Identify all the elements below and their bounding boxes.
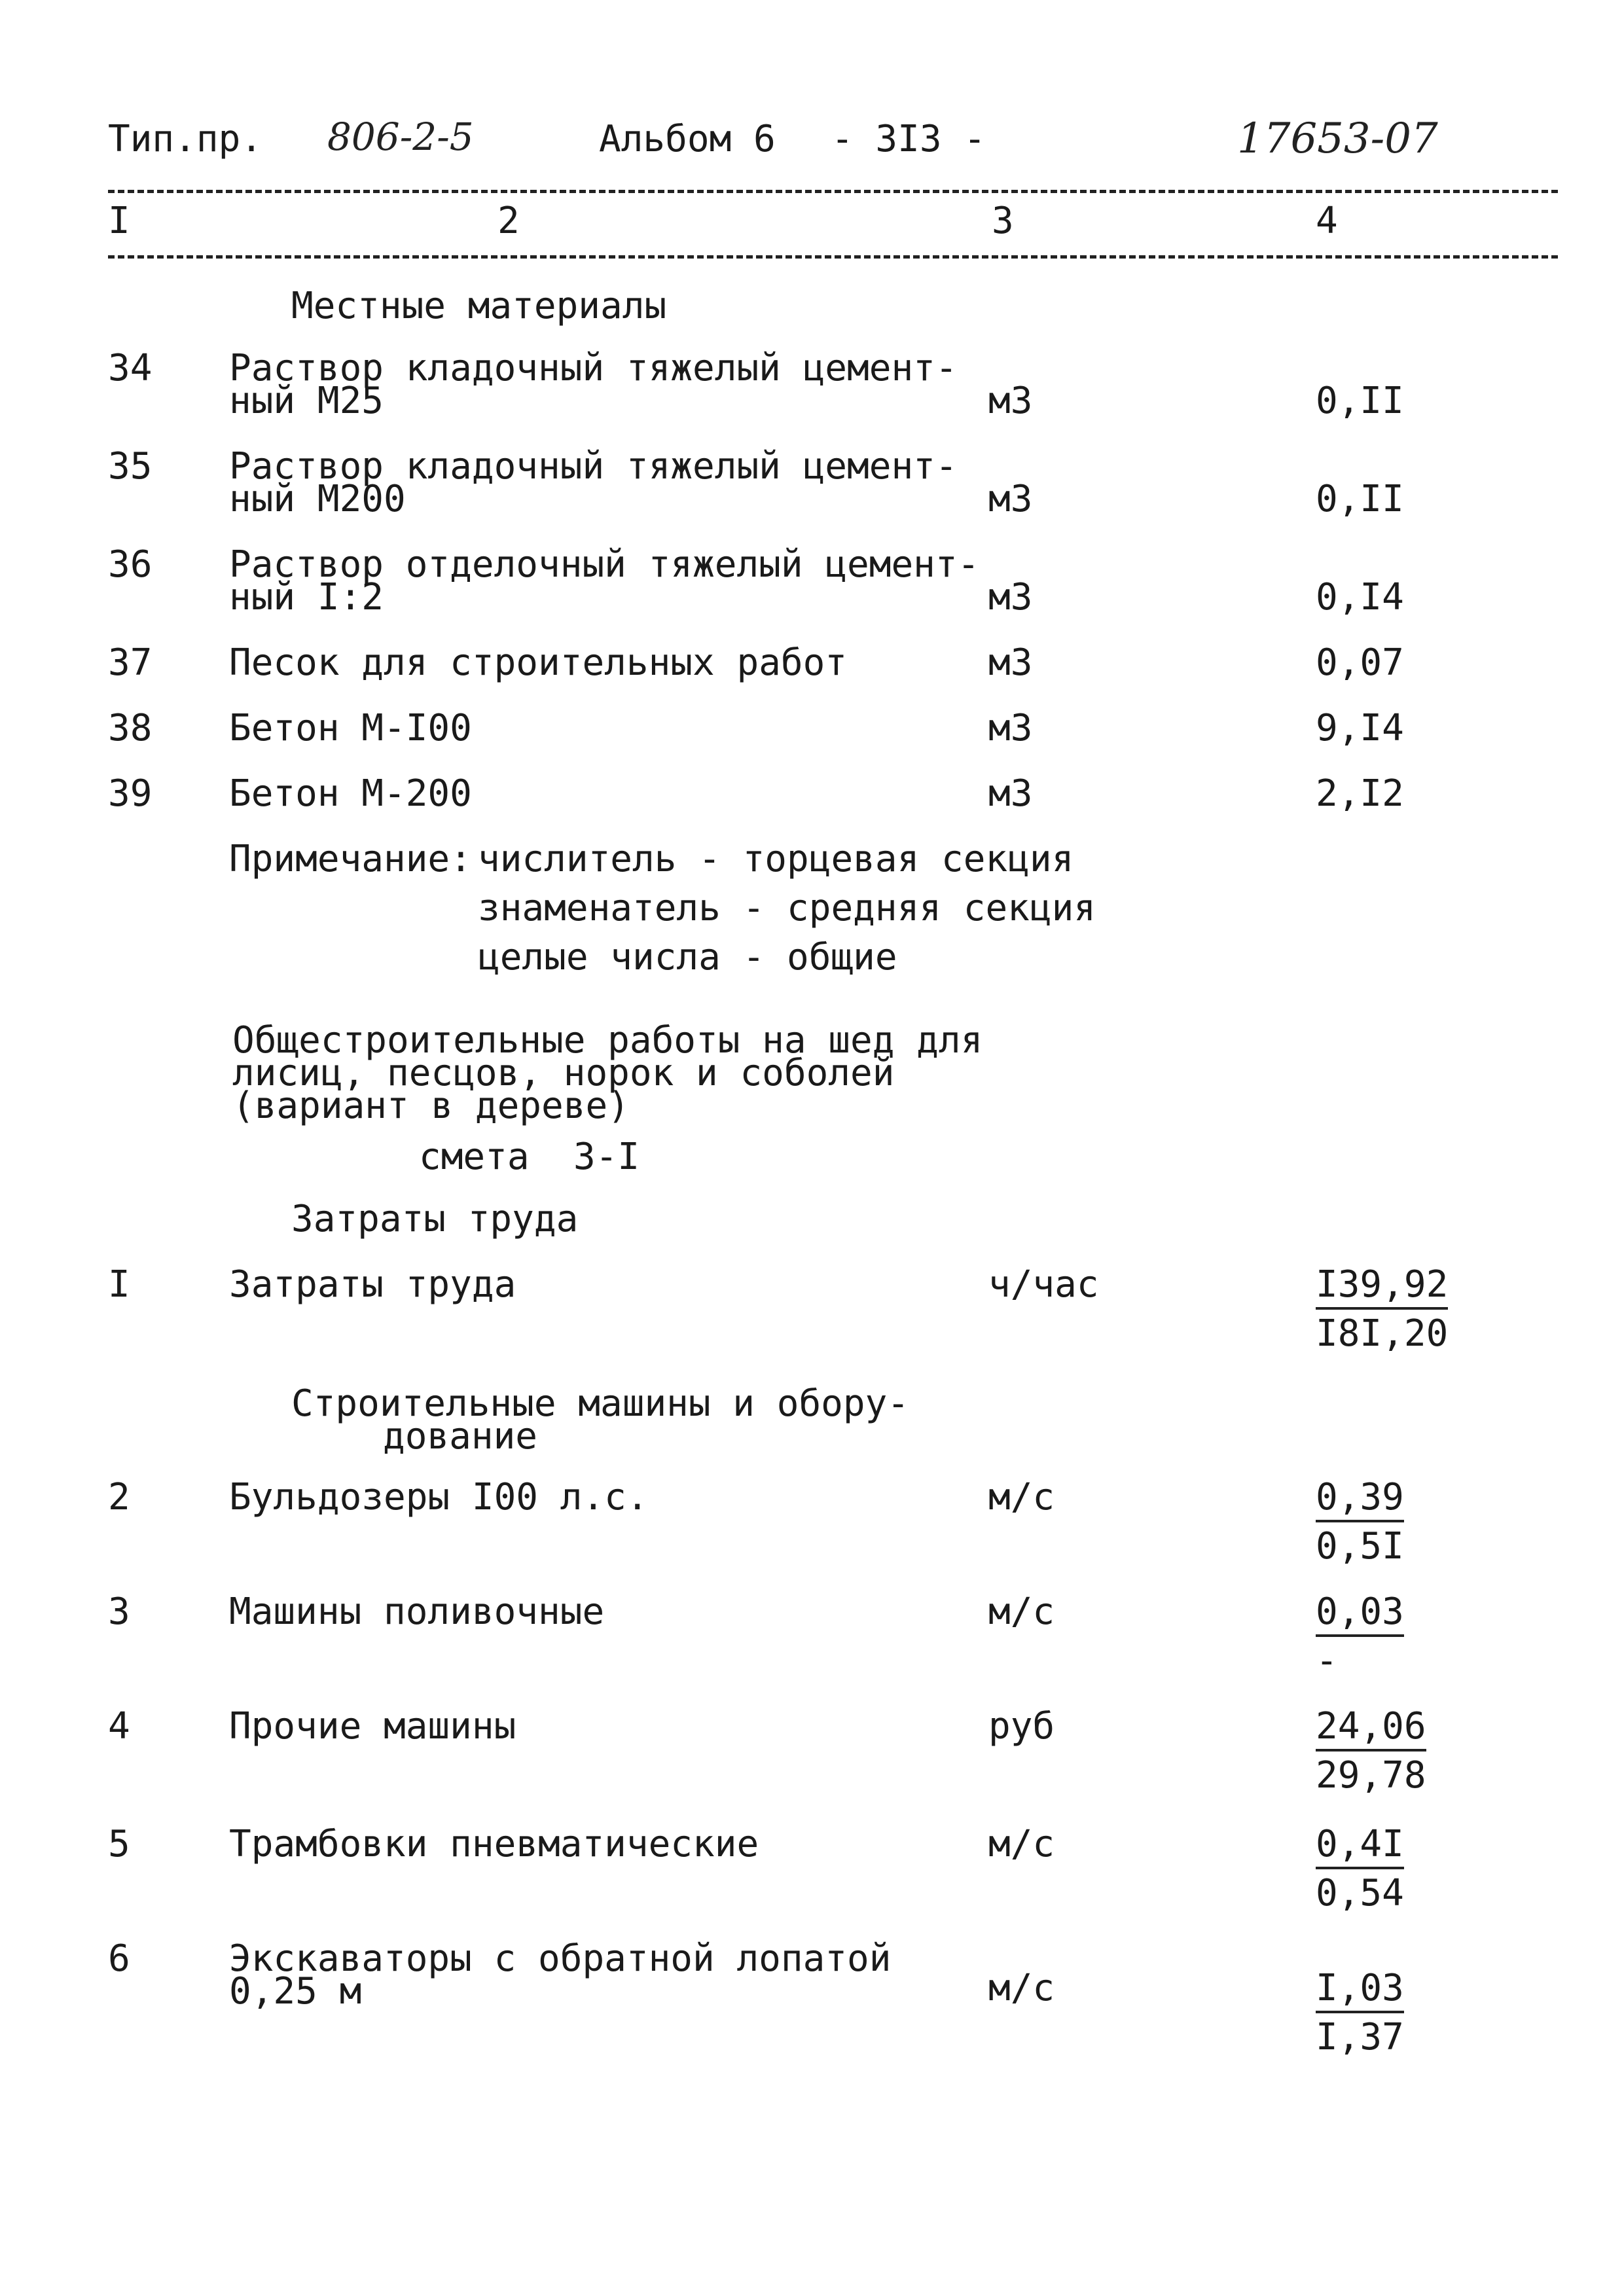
album-label: Альбом 6 [599, 118, 776, 160]
row-name-line: Раствор кладочный тяжелый цемент- [229, 445, 958, 488]
row-name [229, 445, 958, 520]
row-name: Затраты труда [229, 1263, 516, 1306]
column-header-2: 2 [497, 200, 520, 242]
row-name-line: Раствор отделочный тяжелый цемент- [229, 543, 980, 586]
section-title: Местные материалы [291, 285, 667, 327]
column-header-3: 3 [992, 200, 1014, 242]
row-value-numerator [1316, 1263, 1449, 1306]
row-name-line: 0,25 м [229, 1970, 362, 2013]
note-label: Примечание: [229, 838, 472, 880]
row-name: Бетон М-200 [229, 772, 472, 815]
row-number: 34 [108, 347, 153, 389]
row-value: 0,07 [1316, 641, 1404, 684]
row-number: 5 [108, 1823, 130, 1865]
header-divider-top [108, 190, 1558, 193]
row-number: 38 [108, 707, 153, 749]
estimate-title-line: (вариант в дереве) [232, 1085, 630, 1127]
row-name: Прочие машины [229, 1705, 516, 1748]
row-number: 2 [108, 1476, 130, 1518]
row-unit: м3 [988, 707, 1033, 749]
row-name: Трамбовки пневматические [229, 1823, 759, 1865]
estimate-title [232, 1019, 983, 1127]
doc-type: Тип.пр. [108, 118, 263, 160]
row-value-denominator: I8I,20 [1316, 1312, 1449, 1355]
inventory-number: 17653-07 [1237, 115, 1438, 163]
section-title-line: дование [383, 1415, 538, 1458]
page-number: - 3I3 - [831, 118, 986, 160]
row-value-denominator: - [1316, 1640, 1338, 1682]
row-value: 0,I4 [1316, 576, 1404, 619]
row-name [229, 347, 958, 422]
row-unit: м3 [988, 380, 1033, 422]
row-name-line: Экскаваторы с обратной лопатой [229, 1937, 892, 1980]
row-value-numerator [1316, 1590, 1404, 1633]
row-unit: м/с [988, 1590, 1055, 1633]
row-name: Песок для строительных работ [229, 641, 848, 684]
row-name-line: ный I:2 [229, 576, 384, 619]
row-name-line: ный М200 [229, 478, 406, 520]
estimate-title-line: Общестроительные работы на шед для [232, 1019, 983, 1062]
row-value-denominator: 29,78 [1316, 1754, 1426, 1797]
row-value-denominator: 0,54 [1316, 1872, 1404, 1914]
row-value: 0,II [1316, 478, 1404, 520]
row-value-denominator: 0,5I [1316, 1525, 1404, 1568]
row-value-numerator [1316, 1476, 1404, 1518]
numerator: 0,03 [1316, 1590, 1404, 1637]
row-value-numerator [1316, 1823, 1404, 1865]
row-unit: ч/час [988, 1263, 1099, 1306]
row-name: Бульдозеры I00 л.с. [229, 1476, 649, 1518]
row-number: 39 [108, 772, 153, 815]
row-value: 0,II [1316, 380, 1404, 422]
row-unit: руб [988, 1705, 1055, 1748]
row-unit: м3 [988, 641, 1033, 684]
numerator: I39,92 [1316, 1263, 1448, 1310]
estimate-title-line: лисиц, песцов, норок и соболей [232, 1052, 895, 1094]
row-unit: м3 [988, 576, 1033, 619]
row-number: 6 [108, 1937, 130, 1980]
row-name [229, 1937, 892, 2013]
note-line: целые числа - общие [478, 936, 897, 979]
row-value: 9,I4 [1316, 707, 1404, 749]
row-number: 3 [108, 1590, 130, 1633]
row-unit: м/с [988, 1476, 1055, 1518]
row-unit: м3 [988, 772, 1033, 815]
row-name: Бетон М-I00 [229, 707, 472, 749]
note-line: знаменатель - средняя секция [478, 887, 1096, 929]
note-line: числитель - торцевая секция [478, 838, 1074, 880]
row-number: 36 [108, 543, 153, 586]
header-divider-bottom [108, 255, 1558, 259]
row-value: 2,I2 [1316, 772, 1404, 815]
project-code: 806-2-5 [327, 115, 474, 159]
row-unit: м3 [988, 478, 1033, 520]
row-number: 37 [108, 641, 153, 684]
row-unit: м/с [988, 1967, 1055, 2009]
numerator: 0,4I [1316, 1823, 1404, 1869]
section-title: Затраты труда [291, 1198, 579, 1240]
row-name-line: ный М25 [229, 380, 384, 422]
row-name [229, 543, 980, 619]
section-title-line: Строительные машины и обору- [291, 1382, 910, 1425]
column-header-4: 4 [1316, 200, 1338, 242]
row-name: Машины поливочные [229, 1590, 605, 1633]
column-header-1: I [108, 200, 130, 242]
numerator: I,03 [1316, 1967, 1404, 2013]
row-number: 4 [108, 1705, 130, 1748]
row-number: 35 [108, 445, 153, 488]
row-number: I [108, 1263, 130, 1306]
row-unit: м/с [988, 1823, 1055, 1865]
row-value-numerator [1316, 1705, 1426, 1748]
row-name-line: Раствор кладочный тяжелый цемент- [229, 347, 958, 389]
row-value-denominator: I,37 [1316, 2016, 1404, 2058]
estimate-label: смета 3-I [419, 1136, 640, 1178]
numerator: 0,39 [1316, 1476, 1404, 1522]
row-value-numerator [1316, 1967, 1404, 2009]
section-title [291, 1382, 910, 1458]
numerator: 24,06 [1316, 1705, 1426, 1751]
